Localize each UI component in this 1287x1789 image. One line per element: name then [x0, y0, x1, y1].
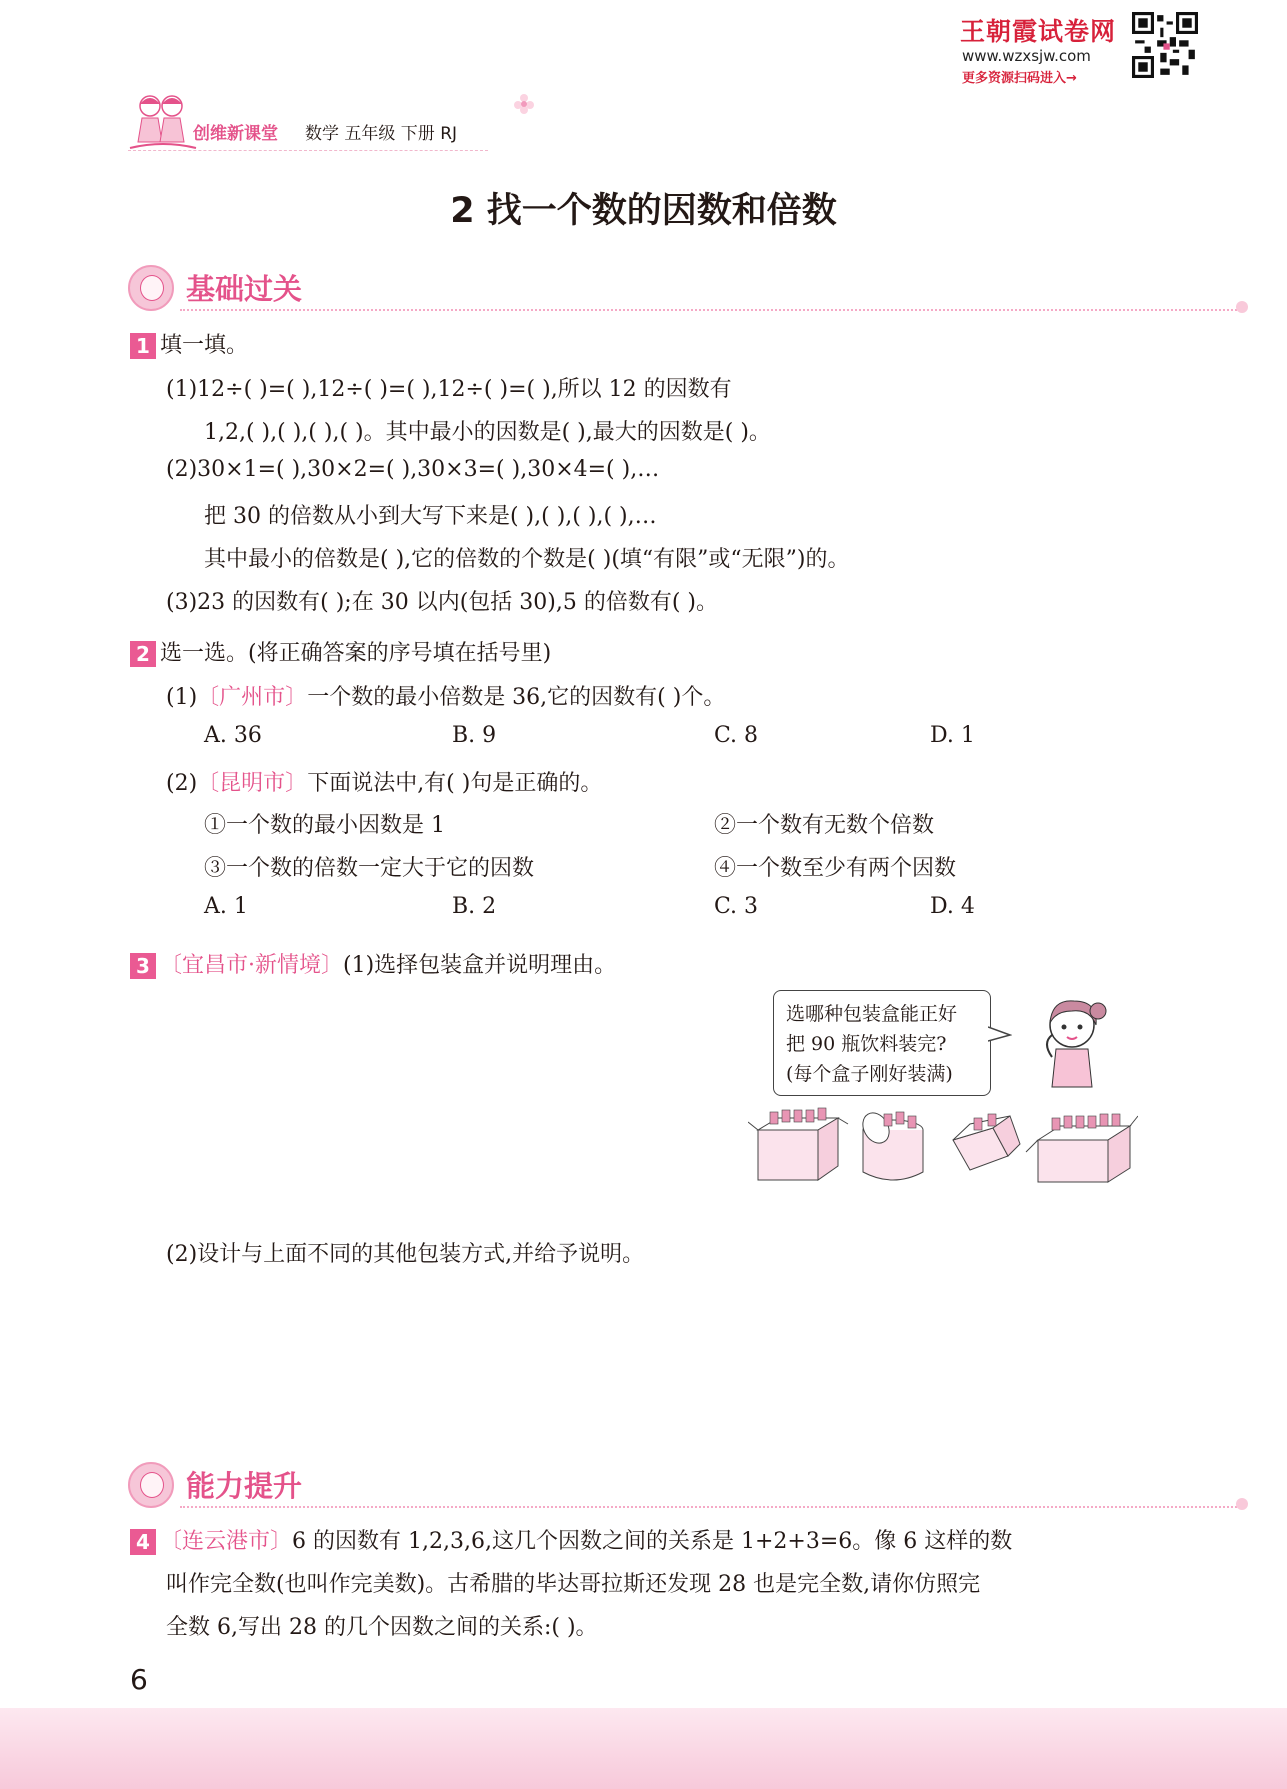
question-text: 6 的因数有 1,2,3,6,这几个因数之间的关系是 1+2+3=6。像 6 这样的数: [292, 1529, 1013, 1554]
question-4-line-3: 全数 6,写出 28 的几个因数之间的关系:( )。: [166, 1615, 598, 1640]
section-title: 能力提升: [186, 1469, 303, 1503]
speech-line: (每个盒子刚好装满): [786, 1063, 953, 1085]
option-d[interactable]: D. 4: [930, 894, 975, 919]
question-1-line: (1)12÷( )=( ),12÷( )=( ),12÷( )=( ),所以 12 的因数有: [166, 377, 732, 402]
dot-ornament-icon: [1236, 1498, 1248, 1510]
question-1-stem: [130, 328, 248, 359]
section-title: 基础过关: [186, 272, 303, 306]
speech-tail-icon: [988, 1025, 1012, 1045]
question-1-line: (2)30×1=( ),30×2=( ),30×3=( ),30×4=( ),…: [166, 457, 660, 482]
box-option-4: [1026, 1114, 1138, 1182]
part-number: (2): [166, 771, 198, 796]
question-text: 选一选。(将正确答案的序号填在括号里): [160, 641, 552, 666]
question-1-line: (3)23 的因数有( );在 30 以内(包括 30),5 的倍数有( )。: [166, 590, 718, 615]
region-tag: 〔连云港市〕: [160, 1529, 293, 1554]
subject-info: 数学 五年级 下册 RJ: [305, 124, 458, 144]
question-4-line-2: 叫作完全数(也叫作完美数)。古希腊的毕达哥拉斯还发现 28 也是完全数,请你仿照完: [166, 1572, 981, 1597]
packaging-boxes-illustration: [748, 1100, 1138, 1190]
watermark-url[interactable]: www.wzxsjw.com: [962, 47, 1091, 65]
question-1-line: 其中最小的倍数是( ),它的倍数的个数是( )(填“有限”或“无限”)的。: [204, 547, 850, 572]
question-number: 4: [130, 1529, 156, 1555]
question-2-part-2: [166, 766, 602, 797]
question-2-part-1: [166, 680, 725, 711]
question-1-line: 1,2,( ),( ),( ),( )。其中最小的因数是( ),最大的因数是( )。: [204, 420, 771, 445]
girl-character-icon: [1022, 995, 1122, 1095]
part-text: (1)选择包装盒并说明理由。: [343, 953, 617, 978]
section-divider: [180, 1506, 1240, 1508]
section-header-basic: [128, 265, 1258, 313]
page-title: 2 找一个数的因数和倍数: [450, 191, 837, 231]
statement-2: ②一个数有无数个倍数: [714, 813, 935, 838]
option-b[interactable]: B. 9: [452, 723, 497, 748]
page-number: 6: [130, 1663, 148, 1696]
question-number: 2: [130, 641, 156, 667]
question-text: 填一填。: [160, 333, 249, 358]
watermark: [960, 10, 1200, 86]
speech-bubble: [773, 990, 991, 1096]
statement-4: ④一个数至少有两个因数: [714, 856, 957, 881]
question-2-stem: [130, 636, 551, 667]
part-text: 一个数的最小倍数是 36,它的因数有( )个。: [307, 685, 726, 710]
option-c[interactable]: C. 3: [714, 894, 759, 919]
question-number: 1: [130, 333, 156, 359]
question-number: 3: [130, 953, 156, 979]
question-4-line-1: [130, 1524, 1012, 1555]
option-a[interactable]: A. 1: [204, 894, 248, 919]
watermark-brand: 王朝霞试卷网: [960, 17, 1117, 46]
mascot-badge-icon: [128, 265, 174, 311]
section-divider: [180, 309, 1240, 311]
box-option-2: [858, 1108, 923, 1180]
kids-mascot-icon: [128, 92, 198, 154]
part-number: (1): [166, 685, 198, 710]
series-name: 创维新课堂: [193, 124, 278, 144]
qr-code-icon[interactable]: [1132, 12, 1198, 78]
part-text: 下面说法中,有( )句是正确的。: [307, 771, 603, 796]
speech-line: 把 90 瓶饮料装完?: [786, 1033, 947, 1055]
box-option-1: [748, 1108, 848, 1180]
question-3-stem: [130, 948, 616, 979]
region-tag: 〔广州市〕: [197, 685, 308, 710]
option-b[interactable]: B. 2: [452, 894, 497, 919]
box-option-3: [953, 1114, 1020, 1170]
question-1-line: 把 30 的倍数从小到大写下来是( ),( ),( ),( ),…: [204, 504, 657, 529]
option-c[interactable]: C. 8: [714, 723, 759, 748]
dot-ornament-icon: [1236, 301, 1248, 313]
region-tag: 〔昆明市〕: [197, 771, 308, 796]
region-tag: 〔宜昌市·新情境〕: [160, 953, 343, 978]
flower-icon: [512, 92, 536, 116]
header-divider: [128, 150, 488, 151]
question-3-part-2: (2)设计与上面不同的其他包装方式,并给予说明。: [166, 1242, 645, 1267]
footer-band: [0, 1708, 1287, 1789]
option-a[interactable]: A. 36: [204, 723, 262, 748]
statement-1: ①一个数的最小因数是 1: [204, 813, 445, 838]
option-d[interactable]: D. 1: [930, 723, 975, 748]
speech-line: 选哪种包装盒能正好: [786, 1003, 958, 1025]
statement-3: ③一个数的倍数一定大于它的因数: [204, 856, 535, 881]
mascot-badge-icon: [128, 1462, 174, 1508]
watermark-more: 更多资源扫码进入→: [962, 71, 1077, 86]
section-header-advanced: [128, 1462, 1258, 1510]
